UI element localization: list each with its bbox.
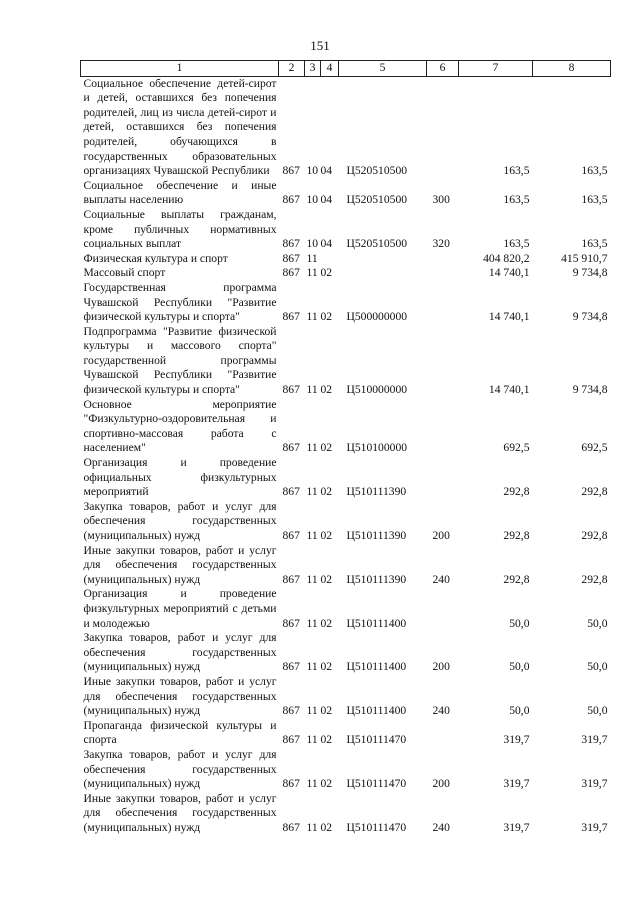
column-header-1: 1	[81, 61, 279, 77]
row-grbs-code: 867	[282, 777, 300, 791]
table-row	[81, 544, 611, 588]
row-subsection-code: 02	[320, 383, 333, 397]
row-target-code: Ц510111390	[346, 529, 407, 542]
row-subsection-code: 02	[320, 485, 333, 499]
row-expense-type-code: 200	[432, 529, 450, 542]
row-amount-year1: 292,8	[503, 572, 530, 586]
row-target-code: Ц510111400	[346, 616, 407, 630]
row-section-code: 10	[306, 237, 319, 251]
row-subsection-code: 02	[320, 266, 333, 280]
column-header-2: 2	[279, 61, 305, 77]
row-section-code: 11	[306, 529, 318, 542]
table-row	[81, 792, 611, 836]
row-amount-year2: 50,0	[587, 616, 608, 630]
row-section-code: 11	[306, 441, 318, 455]
row-target-code: Ц510100000	[346, 441, 408, 455]
row-expense-type-code	[427, 587, 459, 631]
row-subsection-code: 02	[320, 733, 333, 747]
row-description: Пропаганда физической культуры и спорта	[83, 718, 277, 747]
row-section-code: 11	[306, 777, 318, 791]
row-amount-year2: 50,0	[587, 660, 608, 674]
row-amount-year1: 319,7	[503, 777, 530, 791]
table-row	[81, 675, 611, 719]
row-expense-type-code	[427, 76, 459, 179]
row-subsection-code: 02	[320, 820, 333, 834]
row-amount-year1: 14 740,1	[488, 383, 530, 397]
row-grbs-code: 867	[282, 704, 300, 718]
row-target-code: Ц520510500	[346, 164, 408, 178]
row-target-code: Ц520510500	[346, 237, 408, 251]
row-target-code: Ц520510500	[346, 193, 408, 207]
row-description: Закупка товаров, работ и услуг для обеспечения государственных (муниципальных) нужд	[83, 747, 277, 791]
row-amount-year1: 163,5	[503, 164, 530, 178]
column-header-8: 8	[533, 61, 611, 77]
row-section-code: 11	[306, 733, 318, 747]
row-target-code: Ц510111470	[346, 733, 407, 747]
row-grbs-code: 867	[282, 164, 300, 178]
row-description: Закупка товаров, работ и услуг для обеспечения государственных (муниципальных) нужд	[83, 631, 277, 674]
row-description: Социальные выплаты гражданам, кроме публичных нормативных социальных выплат	[83, 207, 277, 251]
row-description: Основное мероприятие "Физкультурно-оздоровительная и спортивно-массовая работа с населением"	[83, 397, 277, 455]
row-amount-year2: 163,5	[581, 237, 608, 251]
row-subsection-code: 02	[320, 441, 333, 455]
row-grbs-code: 867	[282, 733, 300, 747]
row-amount-year1: 319,7	[503, 733, 530, 747]
row-expense-type-code	[427, 719, 459, 748]
row-amount-year1: 692,5	[503, 441, 530, 455]
row-description: Иные закупки товаров, работ и услуг для обеспечения государственных (муниципальных) нужд	[83, 543, 277, 586]
row-amount-year2: 292,8	[581, 485, 608, 499]
row-expense-type-code	[427, 281, 459, 325]
table-body	[81, 76, 611, 835]
row-expense-type-code: 240	[432, 704, 450, 718]
row-amount-year1: 14 740,1	[488, 266, 530, 280]
row-amount-year2: 415 910,7	[561, 251, 608, 265]
row-subsection-code: 02	[320, 660, 333, 674]
table-row	[81, 456, 611, 500]
row-subsection-code: 02	[320, 616, 333, 630]
row-section-code: 11	[306, 251, 318, 265]
row-expense-type-code	[427, 266, 459, 281]
row-section-code: 11	[306, 660, 318, 674]
row-section-code: 11	[306, 820, 318, 834]
row-section-code: 10	[306, 193, 319, 207]
row-grbs-code: 867	[282, 820, 300, 834]
row-amount-year1: 292,8	[503, 485, 530, 499]
row-description: Массовый спорт	[83, 266, 166, 280]
row-grbs-code: 867	[282, 660, 300, 674]
row-description: Физическая культура и спорт	[83, 251, 228, 265]
row-amount-year1: 292,8	[503, 529, 530, 542]
table-row	[81, 748, 611, 792]
row-amount-year2: 319,7	[581, 733, 608, 747]
row-amount-year1: 50,0	[509, 616, 530, 630]
row-grbs-code: 867	[282, 529, 300, 542]
row-amount-year1: 50,0	[509, 704, 530, 718]
row-description: Организация и проведение физкультурных мероприятий с детьми и молодежью	[83, 587, 277, 630]
row-expense-type-code: 240	[432, 572, 450, 586]
row-amount-year2: 9 734,8	[572, 383, 608, 397]
table-row	[81, 500, 611, 544]
row-subsection-code: 02	[320, 777, 333, 791]
row-amount-year2: 9 734,8	[572, 266, 608, 280]
row-subsection-code: 02	[320, 529, 333, 542]
row-target-code: Ц510111390	[346, 572, 407, 586]
budget-table	[80, 60, 611, 835]
page-number: 151	[310, 38, 330, 53]
table-header-row	[81, 61, 611, 77]
row-section-code: 11	[306, 485, 318, 499]
row-amount-year2: 319,7	[581, 820, 608, 834]
row-section-code: 11	[306, 704, 318, 718]
row-expense-type-code: 200	[432, 777, 450, 791]
table-row	[81, 252, 611, 267]
row-amount-year1: 319,7	[503, 820, 530, 834]
column-header-6: 6	[427, 61, 459, 77]
row-amount-year1: 163,5	[503, 237, 530, 251]
row-target-code: Ц510111400	[346, 704, 407, 718]
row-expense-type-code	[427, 252, 459, 267]
row-section-code: 11	[306, 383, 318, 397]
table-row	[81, 266, 611, 281]
row-subsection-code: 02	[320, 310, 333, 324]
row-target-code: Ц510111390	[346, 485, 407, 499]
row-expense-type-code: 240	[432, 820, 450, 834]
column-header-3: 3	[305, 61, 321, 77]
row-description: Социальное обеспечение и иные выплаты населению	[83, 178, 277, 207]
row-subsection-code: 04	[320, 237, 333, 251]
row-expense-type-code	[427, 325, 459, 398]
row-grbs-code: 867	[282, 310, 300, 324]
row-amount-year2: 292,8	[581, 572, 608, 586]
row-grbs-code: 867	[282, 251, 300, 265]
row-target-code: Ц510111470	[346, 777, 407, 791]
row-grbs-code: 867	[282, 383, 300, 397]
budget-table-container	[80, 60, 610, 835]
row-description: Социальное обеспечение детей-сирот и детей, оставшихся без попечения родителей, лиц из числа детей-сирот и детей, оставшихся без попечения родителей, обучающихся в государственных образовательных организациях Чувашской Республики	[83, 76, 277, 178]
row-grbs-code: 867	[282, 237, 300, 251]
row-amount-year1: 50,0	[509, 660, 530, 674]
table-row	[81, 398, 611, 456]
row-grbs-code: 867	[282, 193, 300, 207]
row-section-code: 10	[306, 164, 319, 178]
column-header-7: 7	[459, 61, 533, 77]
row-description: Иные закупки товаров, работ и услуг для обеспечения государственных (муниципальных) нужд	[83, 791, 277, 834]
row-subsection-code	[321, 252, 339, 267]
row-subsection-code: 04	[320, 193, 333, 207]
row-amount-year2: 319,7	[581, 777, 608, 791]
row-description: Организация и проведение официальных физкультурных мероприятий	[83, 456, 277, 499]
row-description: Иные закупки товаров, работ и услуг для обеспечения государственных (муниципальных) нужд	[83, 674, 277, 718]
row-grbs-code: 867	[282, 441, 300, 455]
row-amount-year2: 163,5	[581, 164, 608, 178]
row-amount-year1: 163,5	[503, 193, 530, 207]
row-expense-type-code	[427, 456, 459, 500]
row-description: Подпрограмма "Развитие физической культуры и массового спорта" государственной программы Чувашской Республики "Развитие физической культуры и спорта"	[83, 324, 277, 397]
row-subsection-code: 04	[320, 164, 333, 178]
row-target-code: Ц510111470	[346, 820, 407, 834]
row-subsection-code: 02	[320, 572, 333, 586]
row-expense-type-code: 200	[432, 660, 450, 674]
row-grbs-code: 867	[282, 485, 300, 499]
row-amount-year1: 14 740,1	[488, 310, 530, 324]
row-grbs-code: 867	[282, 616, 300, 630]
table-row	[81, 76, 611, 179]
row-description: Закупка товаров, работ и услуг для обеспечения государственных (муниципальных) нужд	[83, 499, 277, 542]
table-row	[81, 179, 611, 208]
table-row	[81, 208, 611, 252]
row-section-code: 11	[306, 310, 318, 324]
row-expense-type-code: 320	[432, 237, 450, 251]
row-amount-year2: 50,0	[587, 704, 608, 718]
row-expense-type-code: 300	[432, 193, 450, 207]
row-target-code: Ц510111400	[346, 660, 407, 674]
table-row	[81, 631, 611, 675]
row-subsection-code: 02	[320, 704, 333, 718]
row-target-code	[339, 266, 427, 281]
table-row	[81, 719, 611, 748]
row-amount-year1: 404 820,2	[483, 251, 530, 265]
row-amount-year2: 163,5	[581, 193, 608, 207]
row-expense-type-code	[427, 398, 459, 456]
row-target-code: Ц500000000	[346, 310, 408, 324]
row-grbs-code: 867	[282, 572, 300, 586]
column-header-5: 5	[339, 61, 427, 77]
table-row	[81, 587, 611, 631]
row-amount-year2: 692,5	[581, 441, 608, 455]
table-row	[81, 281, 611, 325]
row-description: Государственная программа Чувашской Республики "Развитие физической культуры и спорта"	[83, 280, 277, 324]
row-grbs-code: 867	[282, 266, 300, 280]
row-amount-year2: 9 734,8	[572, 310, 608, 324]
column-header-4: 4	[321, 61, 339, 77]
row-section-code: 11	[306, 266, 318, 280]
row-section-code: 11	[306, 572, 318, 586]
row-amount-year2: 292,8	[581, 529, 608, 542]
table-row	[81, 325, 611, 398]
row-section-code: 11	[306, 616, 318, 630]
row-target-code	[339, 252, 427, 267]
row-target-code: Ц510000000	[346, 383, 408, 397]
